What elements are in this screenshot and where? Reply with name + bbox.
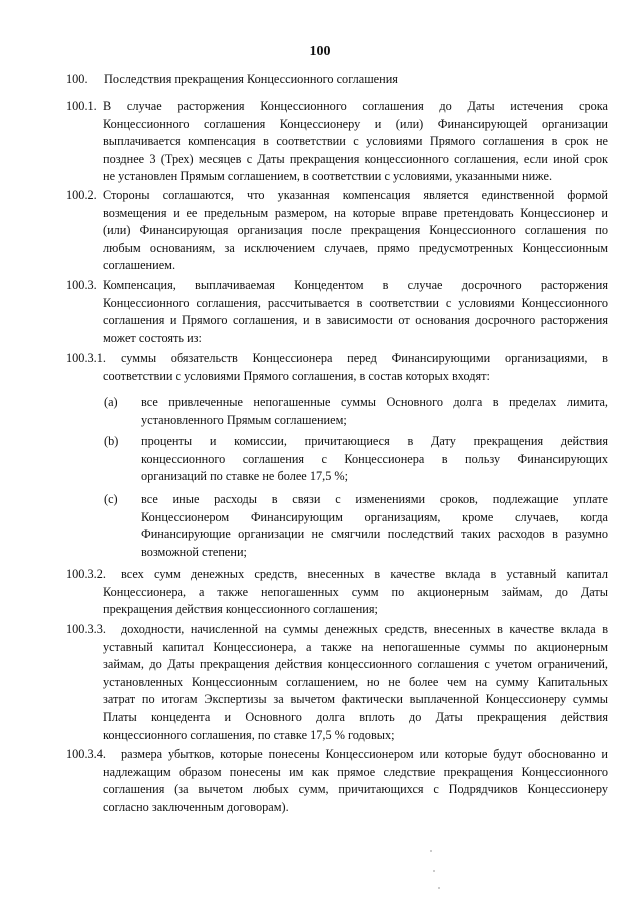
clause-line: уставный капитал Концессионера, а также на непогашенные суммы по акционерным [103, 639, 608, 654]
clause-line: всех сумм денежных средств, внесенных в качестве вклада в уставный капитал [121, 567, 608, 581]
clause-line: не установлен Прямым соглашением, в соответствии с условиями, указанными ниже. [103, 169, 553, 184]
list-item-line: Финансирующие организации не смягчили последствий таких расходов в разумно [141, 527, 608, 542]
clause-100-3-2 [66, 566, 608, 619]
list-item-marker: (a) [104, 395, 118, 409]
clause-number: 100.3.1. [66, 351, 106, 365]
clause-line: может состоять из: [103, 330, 202, 345]
clause-line: суммы обязательств Концессионера перед Финансирующими организациями, в [121, 351, 608, 365]
clause-line: позднее 3 (Трех) месяцев с Даты прекращения концессионного соглашения, если иной срок [103, 151, 608, 166]
clause-line: Компенсация, выплачиваемая Концедентом в случае досрочного расторжения [103, 278, 608, 292]
clause-100-3-4 [66, 746, 608, 816]
list-item-marker: (c) [104, 492, 118, 506]
list-item-line: возможной степени; [141, 544, 247, 559]
list-item-line: организаций по ставке не более 17,5 %; [141, 469, 349, 484]
list-item-line: установленного Прямым соглашением; [141, 412, 347, 427]
clause-line: займам, до Даты прекращения действия концессионного соглашения с учетом ограничений, [103, 657, 608, 672]
list-item-line: Концессионером Финансирующим организациям, кроме случаев, когда [141, 509, 608, 524]
clause-line: любым основаниям, за исключением случаев, прямо предусмотренных Концессионным [103, 240, 608, 255]
list-item-line: все привлеченные непогашенные суммы Основного долга в пределах лимита, [141, 395, 608, 409]
clause-line: затрат по итогам Экспертизы за вычетом фактически выплаченной Концессионеру суммы [103, 692, 608, 707]
list-item-line: проценты и комиссии, причитающиеся в Дату прекращения действия [141, 434, 608, 448]
clause-line: установленных Концессионным соглашением, но не более чем на сумму Капитальных [103, 674, 608, 689]
clause-100-3 [66, 277, 608, 347]
clause-line: (или) Финансирующая организация после прекращения Концессионного соглашения по [103, 223, 608, 238]
scan-speck [433, 870, 435, 872]
list-item [104, 491, 608, 561]
clause-number: 100.3.4. [66, 747, 106, 761]
list-item [104, 394, 608, 429]
clause-line: Стороны соглашаются, что указанная компенсация является единственной формой [103, 188, 608, 202]
section-title: Последствия прекращения Концессионного соглашения [104, 72, 398, 86]
clause-number: 100.3.3. [66, 622, 106, 636]
clause-line: В случае расторжения Концессионного соглашения до Даты истечения срока [103, 99, 608, 113]
clause-line: Концессионера, а также непогашенных сумм по акционерным займам, до Даты [103, 584, 608, 599]
clause-line: соглашением. [103, 258, 176, 273]
scan-speck [438, 887, 440, 889]
page-number: 100 [309, 44, 331, 59]
clause-number: 100.3. [66, 278, 97, 292]
clause-number: 100.3.2. [66, 567, 106, 581]
clause-line: согласно заключенным договорам). [103, 799, 289, 814]
clause-number: 100.2. [66, 188, 97, 202]
clause-line: Концессионного соглашения Концессионеру и (или) Финансирующей организации [103, 116, 608, 131]
clause-100-3-3 [66, 621, 608, 744]
clause-line: доходности, начисленной на суммы денежных средств, внесенных в качестве вклада в [121, 622, 608, 636]
list-item [104, 433, 608, 486]
clause-line: размера убытков, которые понесены Концессионером или которые будут обоснованно и [121, 747, 608, 761]
clause-line: соответствии с условиями Прямого соглашения, в состав которых входят: [103, 368, 490, 383]
clause-line: выплачивается компенсация в соответствии с условиями Прямого соглашения в срок не [103, 134, 608, 149]
clause-100-2 [66, 187, 608, 275]
clause-100-3-1 [66, 350, 608, 385]
section-number: 100. [66, 72, 88, 86]
list-item-line: концессионного соглашения с Концессионера в пользу Финансирующих [141, 451, 608, 466]
list-item-line: все иные расходы в связи с изменениями сроков, подлежащие уплате [141, 492, 608, 506]
clause-line: соглашения (за вычетом любых сумм, причитающихся с Подрядчиков Концессионеру [103, 782, 608, 797]
clause-number: 100.1. [66, 99, 97, 113]
clause-line: прекращения действия концессионного соглашения; [103, 602, 378, 617]
clause-line: возмещения и ее предельным размером, на которые вправе претендовать Концессионер и [103, 205, 608, 220]
scan-speck [430, 850, 432, 852]
clause-line: концессионного соглашения, по ставке 17,5 % годовых; [103, 727, 395, 742]
list-item-marker: (b) [104, 434, 119, 448]
clause-line: Концессионного соглашения, рассчитывается в соответствии с условиями Концессионного [103, 295, 608, 310]
clause-line: надлежащим образом понесены им как прямое следствие прекращения Концессионного [103, 764, 608, 779]
clause-line: Платы концедента и Основного долга вплоть до Даты прекращения действия [103, 709, 608, 724]
clause-line: соглашения и Прямого соглашения, и в зависимости от основания досрочного расторжения [103, 313, 608, 328]
clause-100-1 [66, 98, 608, 186]
